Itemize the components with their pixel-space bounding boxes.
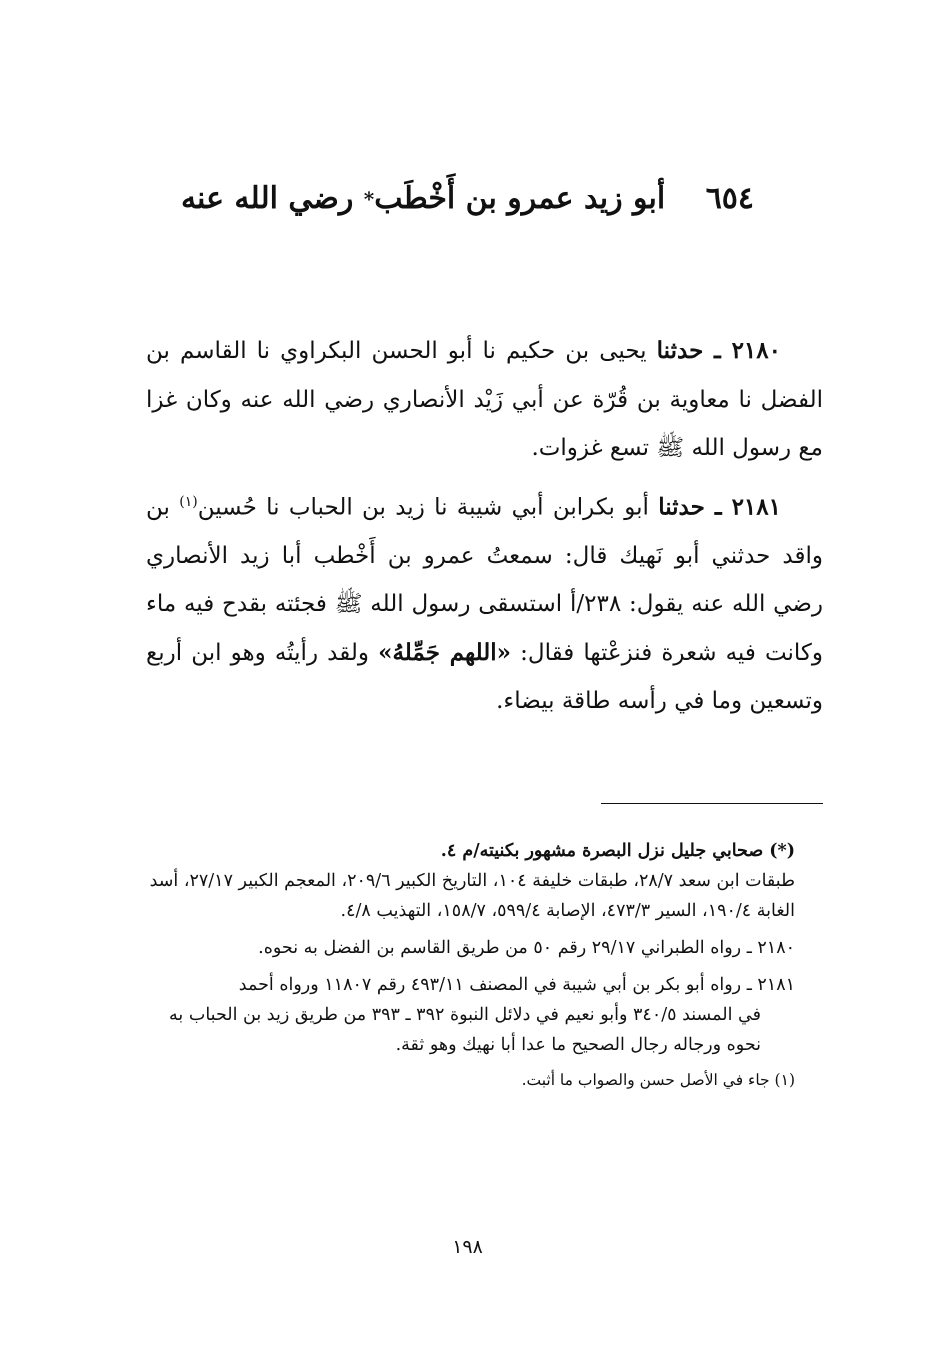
supplication-quote: «اللهم جَمِّلهُ» xyxy=(378,638,512,666)
hadith-text: ولقد رأيتُه وهو ابن أربع وتسعين وما في رأسه طاقة بيضاء. xyxy=(146,639,823,715)
note-2180 xyxy=(146,933,795,963)
note-line: ٢١٨٠ ـ رواه الطبراني ٢٩/١٧ رقم ٥٠ من طريق القاسم بن الفضل به نحوه. xyxy=(258,938,795,958)
chapter-star-marker: * xyxy=(363,187,375,211)
chapter-title xyxy=(120,175,815,223)
chapter-honorific: رضي الله عنه xyxy=(180,181,354,216)
note-line: ٢١٨١ ـ رواه أبو بكر بن أبي شيبة في المصنف ٤٩٣/١١ رقم ١١٨٠٧ ورواه أحمد xyxy=(238,975,795,995)
note-line: في المسند ٣٤٠/٥ وأبو نعيم في دلائل النبوة ٣٩٢ ـ ٣٩٣ من طريق زيد بن الحباب به نحوه ورجاله رجال الصحيح ما عدا أبا نهيك وهو ثقة. xyxy=(169,1005,761,1055)
hadith-text: بن واقد حدثني أبو نَهيك قال: سمعتُ عمرو بن أَخْطب أبا زيد الأنصاري رضي الله عنه يقول: ٢٣٨/أ استسقى رسول الله ﷺ فجئته بقدح فيه ماء وكانت فيه شعرة فنزعْتها فقال: xyxy=(146,494,823,666)
note-2181 xyxy=(146,970,795,1060)
hadith-2181 xyxy=(146,478,823,726)
biography-note xyxy=(146,836,795,926)
hadith-text: يحيى بن حكيم نا أبو الحسن البكراوي نا القاسم بن الفضل نا معاوية بن قُرّة عن أبي زَيْد الأنصاري رضي الله عنه وكان غزا مع رسول الله ﷺ تسع غزوات. xyxy=(146,338,823,461)
hadith-lead: ٢١٨١ ـ حدثنا xyxy=(658,493,781,521)
footnote-divider xyxy=(601,803,823,804)
page-number: ١٩٨ xyxy=(452,1236,483,1258)
hadith-text: أبو بكرابن أبي شيبة نا زيد بن الحباب نا حُسين xyxy=(197,494,649,521)
chapter-name: أبو زيد عمرو بن أَخْطَب xyxy=(374,181,666,216)
chapter-number: ٦٥٤ xyxy=(705,181,755,216)
hadith-2180 xyxy=(146,327,823,473)
note-line: طبقات ابن سعد ٢٨/٧، طبقات خليفة ١٠٤، التاريخ الكبير ٢٠٩/٦، المعجم الكبير ٢٧/١٧، أسد الغابة ١٩٠/٤، السير ٤٧٣/٣، الإصابة ٥٩٩/٤، ١٥٨/٧، التهذيب ٤/٨. xyxy=(149,871,795,921)
footnote-1: (١) جاء في الأصل حسن والصواب ما أثبت. xyxy=(521,1071,795,1089)
main-text xyxy=(146,327,823,731)
footnotes-section xyxy=(146,836,795,1093)
footnote-reference: (١) xyxy=(179,493,198,510)
note-line: (*) صحابي جليل نزل البصرة مشهور بكنيته/م ٤. xyxy=(440,841,795,861)
hadith-lead: ٢١٨٠ ـ حدثنا xyxy=(656,337,781,364)
